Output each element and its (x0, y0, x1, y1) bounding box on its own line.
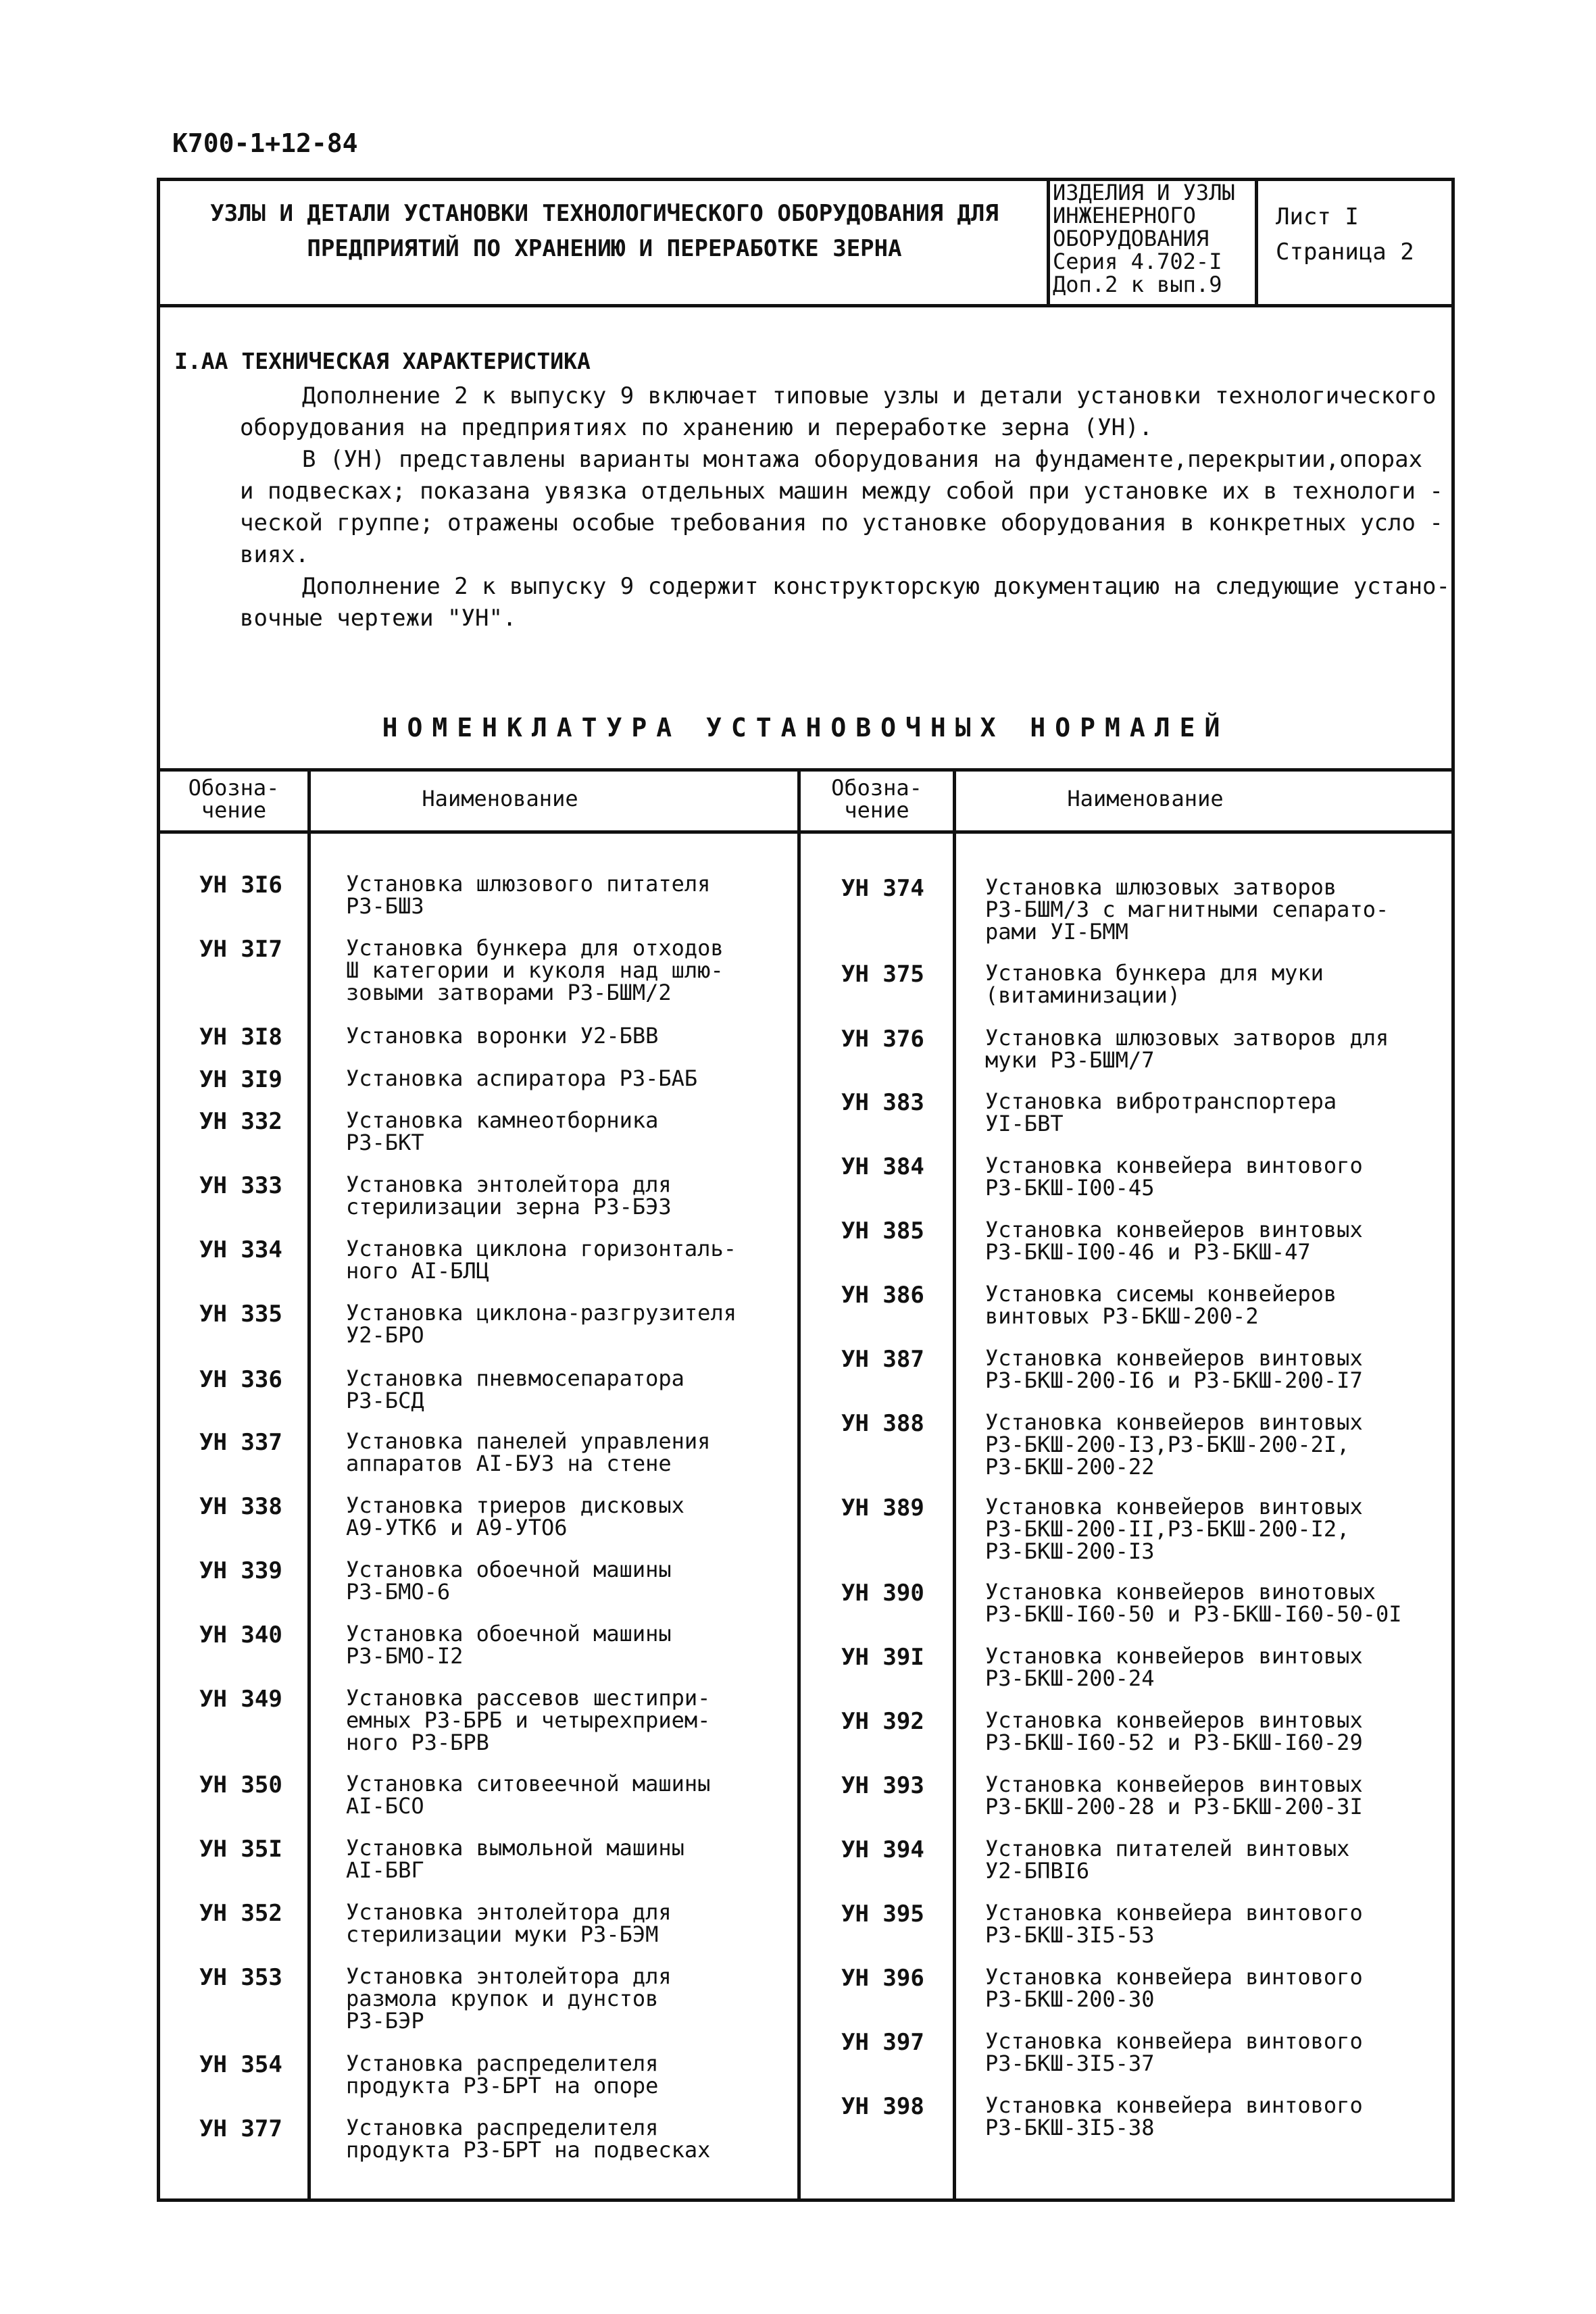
right-row-name: Установка конвейера винтового РЗ-БКШ-3I5-37 (985, 2028, 1363, 2076)
left-row-code: УН 377 (199, 2115, 282, 2142)
right-row-name: Установка конвейера винтового РЗ-БКШ-I00-45 (985, 1153, 1363, 1201)
document-code: К700-1+12-84 (172, 128, 358, 158)
right-row-name: Установка шлюзовых затворов РЗ-БШМ/3 с магнитными сепарато- рами УI-БММ (985, 874, 1389, 945)
left-row-name: Установка триеров дисковых А9-УТК6 и А9-УТО6 (346, 1492, 684, 1540)
right-code-header-line-2: чение (844, 797, 909, 823)
right-row-name: Установка конвейеров винтовых РЗ-БКШ-200-I6 и РЗ-БКШ-200-I7 (985, 1345, 1363, 1393)
left-row-code: УН 337 (199, 1429, 282, 1456)
right-row-code: УН 394 (841, 1836, 924, 1863)
right-row-name: Установка шлюзовых затворов для муки РЗ-БШМ/7 (985, 1025, 1389, 1073)
left-row-name: Установка воронки У2-БВВ (346, 1023, 659, 1049)
page-label: Страница 2 (1276, 238, 1414, 266)
right-name-header: Наименование (1067, 786, 1224, 811)
paragraph-line-4: и подвесках; показана увязка отдельных машин между собой при установке их в технологи - (240, 478, 1443, 505)
paragraph-line-2: оборудования на предприятиях по хранению и переработке зерна (УН). (240, 414, 1153, 441)
right-row-name: Установка вибротранспортера УI-БВТ (985, 1088, 1337, 1136)
series-line-4: Серия 4.702-I (1053, 249, 1222, 274)
left-row-name: Установка рассевов шестипри- емных РЗ-БРБ и четырехприем- ного РЗ-БРВ (346, 1685, 711, 1755)
right-row-code: УН 393 (841, 1772, 924, 1799)
title-line-1: УЗЛЫ И ДЕТАЛИ УСТАНОВКИ ТЕХНОЛОГИЧЕСКОГО ОБОРУДОВАНИЯ ДЛЯ (210, 200, 999, 227)
table-col-line-3 (953, 768, 956, 2200)
paragraph-line-5: ческой группе; отражены особые требования по установке оборудования в конкретных усло - (240, 509, 1443, 536)
left-row-name: Установка камнеотборника РЗ-БКТ (346, 1107, 659, 1155)
table-top-line (157, 768, 1455, 772)
table-col-line-1 (307, 768, 311, 2200)
left-row-code: УН 339 (199, 1557, 282, 1584)
right-row-code: УН 398 (841, 2093, 924, 2120)
series-line-2: ИНЖЕНЕРНОГО (1053, 203, 1196, 228)
right-row-code: УН 397 (841, 2029, 924, 2056)
left-row-name: Установка распределителя продукта РЗ-БРТ на опоре (346, 2051, 659, 2098)
left-row-name: Установка распределителя продукта РЗ-БРТ на подвесках (346, 2115, 711, 2163)
right-row-code: УН 387 (841, 1346, 924, 1373)
left-row-name: Установка энтолейтора для размола крупок и дунстов РЗ-БЭР (346, 1963, 672, 2034)
left-row-code: УН 333 (199, 1172, 282, 1199)
right-row-name: Установка сисемы конвейеров винтовых РЗ-БКШ-200-2 (985, 1281, 1337, 1329)
left-row-name: Установка аспиратора РЗ-БАБ (346, 1065, 698, 1091)
left-row-name: Установка бункера для отходов Ш категории и куколя над шлю- зовыми затворами РЗ-БШМ/2 (346, 935, 724, 1005)
left-row-name: Установка обоечной машины РЗ-БМО-6 (346, 1557, 672, 1605)
left-row-code: УН 35I (199, 1836, 282, 1863)
series-line-5: Доп.2 к вып.9 (1053, 272, 1222, 297)
right-row-code: УН 386 (841, 1282, 924, 1309)
left-row-code: УН 3I8 (199, 1024, 282, 1051)
left-row-name: Установка ситовеечной машины АI-БСО (346, 1771, 711, 1819)
right-code-header (801, 777, 953, 822)
left-code-header-line-1: Обозна- (188, 775, 280, 801)
left-row-code: УН 3I9 (199, 1066, 282, 1093)
right-row-code: УН 375 (841, 961, 924, 988)
right-row-code: УН 376 (841, 1026, 924, 1053)
sheet-block (1276, 199, 1414, 270)
left-row-code: УН 332 (199, 1108, 282, 1135)
right-row-name: Установка конвейеров винтовых РЗ-БКШ-200-24 (985, 1643, 1363, 1691)
left-row-name: Установка пневмосепаратора РЗ-БСД (346, 1365, 684, 1413)
paragraph-line-6: виях. (240, 541, 309, 568)
left-row-code: УН 338 (199, 1493, 282, 1520)
right-row-code: УН 389 (841, 1494, 924, 1521)
left-code-header-line-2: чение (201, 797, 267, 823)
series-block (1053, 181, 1255, 296)
left-row-code: УН 353 (199, 1964, 282, 1991)
title-line-2: ПРЕДПРИЯТИЙ ПО ХРАНЕНИЮ И ПЕРЕРАБОТКЕ ЗЕРНА (307, 235, 902, 262)
right-row-code: УН 384 (841, 1153, 924, 1180)
left-row-code: УН 334 (199, 1236, 282, 1263)
paragraph-line-7: Дополнение 2 к выпуску 9 содержит конструкторскую документацию на следующие устано- (302, 573, 1450, 600)
right-row-code: УН 395 (841, 1901, 924, 1928)
left-row-name: Установка шлюзового питателя РЗ-БШЗ (346, 871, 711, 919)
table-header-line (157, 830, 1455, 834)
left-row-name: Установка вымольной машины АI-БВГ (346, 1835, 684, 1883)
right-row-code: УН 385 (841, 1217, 924, 1244)
paragraph-line-8: вочные чертежи "УН". (240, 605, 517, 632)
right-row-name: Установка конвейеров винтовых РЗ-БКШ-200-28 и РЗ-БКШ-200-3I (985, 1771, 1363, 1819)
sheet-label: Лист I (1276, 203, 1359, 230)
right-row-name: Установка конвейеров винтовых РЗ-БКШ-I60-52 и РЗ-БКШ-I60-29 (985, 1707, 1363, 1755)
right-row-name: Установка конвейеров винтовых РЗ-БКШ-200-II,РЗ-БКШ-200-I2, РЗ-БКШ-200-I3 (985, 1494, 1363, 1564)
left-row-name: Установка энтолейтора для стерилизации муки РЗ-БЭМ (346, 1899, 672, 1947)
right-code-header-line-1: Обозна- (831, 775, 922, 801)
left-row-code: УН 3I6 (199, 872, 282, 899)
right-row-name: Установка питателей винтовых У2-БПВI6 (985, 1836, 1350, 1884)
right-row-name: Установка конвейера винтового РЗ-БКШ-200-30 (985, 1964, 1363, 2012)
left-row-code: УН 354 (199, 2051, 282, 2078)
left-row-code: УН 3I7 (199, 936, 282, 963)
right-row-code: УН 388 (841, 1410, 924, 1437)
left-row-code: УН 336 (199, 1366, 282, 1393)
paragraph-line-3: В (УН) представлены варианты монтажа оборудования на фундаменте,перекрытии,опорах (302, 446, 1423, 473)
right-row-name: Установка конвейера винтового РЗ-БКШ-3I5-38 (985, 2092, 1363, 2140)
table-col-line-2 (797, 768, 801, 2200)
left-code-header (160, 777, 307, 822)
paragraph-line-1: Дополнение 2 к выпуску 9 включает типовые узлы и детали установки технологического (302, 382, 1437, 409)
right-row-code: УН 392 (841, 1708, 924, 1735)
right-row-name: Установка конвейеров винтовых РЗ-БКШ-I00-46 и РЗ-БКШ-47 (985, 1217, 1363, 1265)
right-row-name: Установка конвейеров винотовых РЗ-БКШ-I60-50 и РЗ-БКШ-I60-50-0I (985, 1579, 1402, 1627)
left-row-name: Установка энтолейтора для стерилизации зерна РЗ-БЭЗ (346, 1172, 672, 1219)
left-row-name: Установка обоечной машины РЗ-БМО-I2 (346, 1621, 672, 1669)
left-row-code: УН 340 (199, 1621, 282, 1649)
left-row-name: Установка панелей управления аппаратов АI-БУЗ на стене (346, 1428, 711, 1476)
right-row-name: Установка конвейеров винтовых РЗ-БКШ-200-I3,РЗ-БКШ-200-2I, РЗ-БКШ-200-22 (985, 1409, 1363, 1480)
header-bottom-line (157, 304, 1455, 307)
section-heading: I.АА ТЕХНИЧЕСКАЯ ХАРАКТЕРИСТИКА (174, 348, 591, 374)
left-row-code: УН 350 (199, 1771, 282, 1799)
left-row-name: Установка циклона горизонталь- ного АI-БЛЦ (346, 1236, 737, 1284)
left-row-code: УН 335 (199, 1301, 282, 1328)
series-line-3: ОБОРУДОВАНИЯ (1053, 226, 1210, 251)
right-row-name: Установка бункера для муки (витаминизации) (985, 960, 1324, 1008)
left-row-code: УН 352 (199, 1900, 282, 1927)
right-row-code: УН 390 (841, 1580, 924, 1607)
document-title (160, 196, 1049, 266)
right-row-code: УН 396 (841, 1965, 924, 1992)
right-row-code: УН 39I (841, 1644, 924, 1671)
left-name-header: Наименование (422, 786, 578, 811)
right-row-name: Установка конвейера винтового РЗ-БКШ-3I5-53 (985, 1900, 1363, 1948)
right-row-code: УН 383 (841, 1089, 924, 1116)
left-row-code: УН 349 (199, 1686, 282, 1713)
series-line-1: ИЗДЕЛИЯ И УЗЛЫ (1053, 180, 1235, 205)
left-row-name: Установка циклона-разгрузителя У2-БРО (346, 1300, 737, 1348)
right-row-code: УН 374 (841, 875, 924, 902)
nomenclature-title: НОМЕНКЛАТУРА УСТАНОВОЧНЫХ НОРМАЛЕЙ (382, 713, 1230, 743)
